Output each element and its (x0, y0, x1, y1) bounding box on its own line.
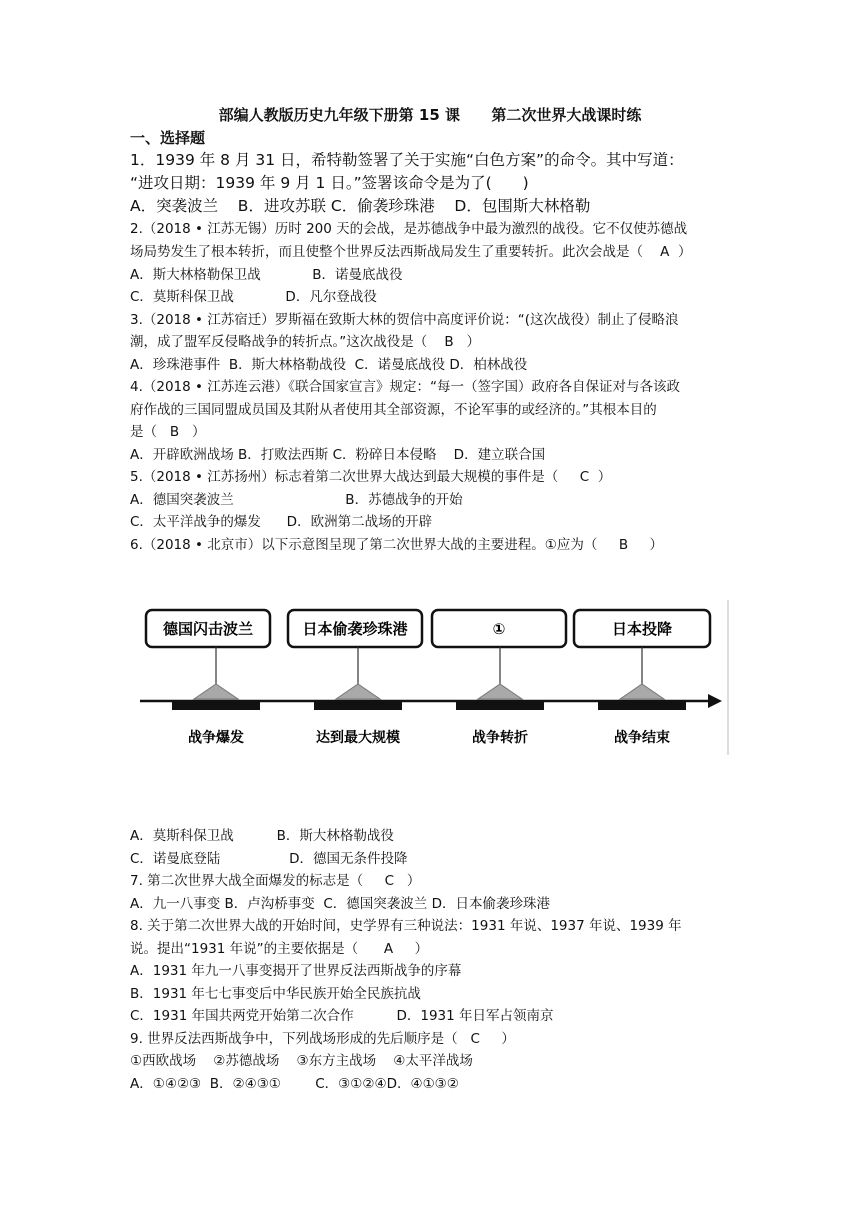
question-4-line-3: 是（ B ） (130, 424, 206, 440)
question-8-option-cd: C．1931 年国共两党开始第二次合作 D．1931 年日军占领南京 (130, 1008, 554, 1024)
timeline-arrowhead (708, 694, 722, 708)
segment-2 (314, 702, 402, 710)
marker-triangle-1 (194, 684, 238, 699)
timeline-box-1 (146, 610, 270, 647)
marker-triangle-3 (478, 684, 522, 699)
question-5-options-2: C．太平洋战争的爆发 D．欧洲第二战场的开辟 (130, 514, 433, 530)
segment-4 (598, 702, 686, 710)
timeline-box-2-text: 日本偷袭珍珠港 (302, 620, 408, 638)
timeline-box-3 (432, 610, 566, 647)
question-4-line-2: 府作战的三国同盟成员国及其附从者使用其全部资源，不论军事的或经济的。”其根本目的 (130, 402, 657, 418)
timeline-label-2: 达到最大规模 (316, 730, 400, 746)
timeline-label-4: 战争结束 (614, 730, 670, 746)
question-4-options: A．开辟欧洲战场 B．打败法西斯 C．粉碎日本侵略 D．建立联合国 (130, 447, 546, 463)
question-9-items: ①西欧战场 ②苏德战场 ③东方主战场 ④太平洋战场 (130, 1053, 473, 1069)
question-5-options-1: A．德国突袭波兰 B．苏德战争的开始 (130, 492, 463, 508)
question-3-line-2: 潮，成了盟军反侵略战争的转折点。”这次战役是（ B ） (130, 334, 481, 350)
question-7-line-1: 7. 第二次世界大战全面爆发的标志是（ C ） (130, 873, 421, 889)
marker-triangle-4 (620, 684, 664, 699)
question-9-line-1: 9. 世界反法西斯战争中，下列战场形成的先后顺序是（ C ） (130, 1031, 515, 1047)
question-3-line-1: 3.（2018 • 江苏宿迁）罗斯福在致斯大林的贺信中高度评价说：“(这次战役）制止了侵略浪 (130, 312, 679, 328)
segment-3 (456, 702, 544, 710)
timeline-diagram (130, 600, 730, 755)
timeline-box-4 (574, 610, 710, 647)
question-8-line-1: 8. 关于第二次世界大战的开始时间，史学界有三种说法：1931 年说、1937 年说、1939 年 (130, 918, 682, 934)
question-2-options-1: A．斯大林格勒保卫战 B．诺曼底战役 (130, 267, 403, 283)
timeline-box-2 (288, 610, 422, 647)
marker-triangle-2 (336, 684, 380, 699)
question-2-line-2: 场局势发生了根本转折，而且使整个世界反法西斯战局发生了重要转折。此次会战是（ A ） (130, 244, 692, 260)
question-1-options: A．突袭波兰 B．进攻苏联 C．偷袭珍珠港 D．包围斯大林格勒 (130, 197, 591, 215)
timeline-box-1-text: 德国闪击波兰 (162, 620, 254, 638)
section-heading: 一、选择题 (130, 129, 206, 147)
question-8-line-2: 说。提出“1931 年说”的主要依据是（ A ） (130, 941, 429, 957)
question-2-options-2: C．莫斯科保卫战 D．凡尔登战役 (130, 289, 377, 305)
question-5-line-1: 5.（2018 • 江苏扬州）标志着第二次世界大战达到最大规模的事件是（ C ） (130, 469, 612, 485)
question-8-option-b: B．1931 年七七事变后中华民族开始全民族抗战 (130, 986, 421, 1002)
segment-1 (172, 702, 260, 710)
question-8-option-a: A．1931 年九一八事变揭开了世界反法西斯战争的序幕 (130, 963, 462, 979)
question-9-options: A．①④②③ B．②④③① C．③①②④D．④①③② (130, 1076, 459, 1092)
timeline-box-4-text: 日本投降 (611, 620, 673, 638)
question-2-line-1: 2.（2018 • 江苏无锡）历时 200 天的会战，是苏德战争中最为激烈的战役。它不仅使苏德战 (130, 221, 688, 237)
question-6-options-2: C．诺曼底登陆 D．德国无条件投降 (130, 851, 408, 867)
question-6-line-1: 6.（2018 • 北京市）以下示意图呈现了第二次世界大战的主要进程。①应为（ B ） (130, 537, 664, 553)
question-1-line-2: “进攻日期：1939 年 9 月 1 日。”签署该命令是为了( ) (130, 174, 529, 192)
question-1-line-1: 1．1939 年 8 月 31 日，希特勒签署了关于实施“白色方案”的命令。其中写道： (130, 151, 684, 169)
page-title: 部编人教版历史九年级下册第 15 课 第二次世界大战课时练 (218, 106, 642, 124)
question-6-options-1: A．莫斯科保卫战 B．斯大林格勒战役 (130, 828, 394, 844)
timeline-box-3-text: ① (492, 620, 506, 638)
timeline-label-3: 战争转折 (472, 730, 528, 746)
question-4-line-1: 4.（2018 • 江苏连云港）《联合国家宣言》规定：“每一（签字国）政府各自保证对与各该政 (130, 379, 681, 395)
question-7-options: A．九一八事变 B．卢沟桥事变 C．德国突袭波兰 D．日本偷袭珍珠港 (130, 896, 550, 912)
timeline-label-1: 战争爆发 (188, 730, 244, 746)
question-3-options: A．珍珠港事件 B．斯大林格勒战役 C．诺曼底战役 D．柏林战役 (130, 357, 528, 373)
